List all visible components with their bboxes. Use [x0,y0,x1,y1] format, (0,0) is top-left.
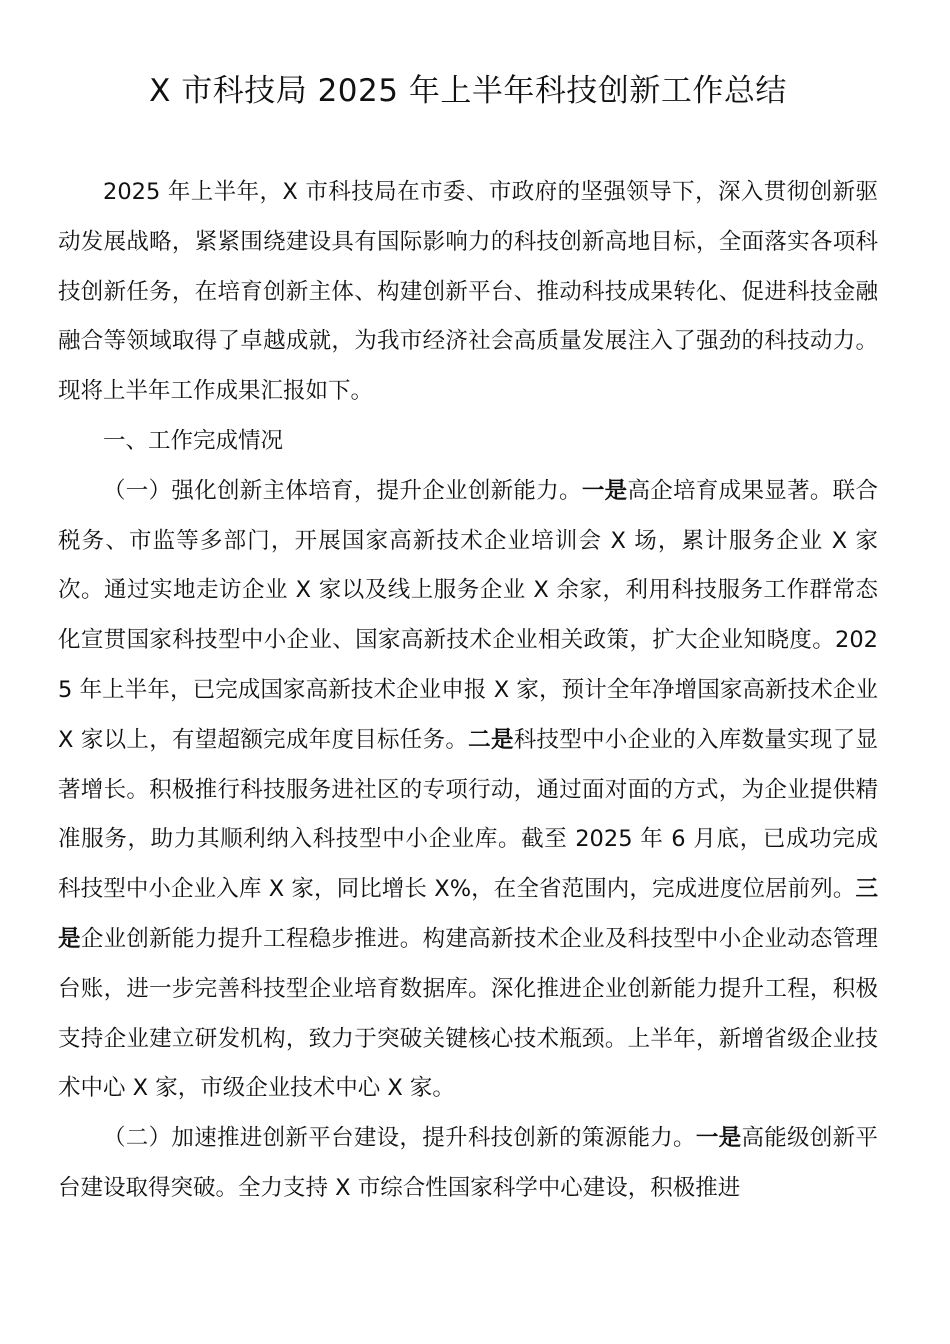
point-2-text: 科技型中小企业的入库数量实现了显著增长。积极推行科技服务进社区的专项行动，通过面对面的方式，为企业提供精准服务，助力其顺利纳入科技型中小企业库。截至 2025 年 6 月底，已成功完成科技型中小企业入库 X 家，同比增长 X%，在全省范围内，完成进度位居前列。 [58,726,878,903]
sub2-point-1-label: 一是 [695,1125,742,1152]
subsection-2-paragraph [58,1114,878,1214]
subsection-1-paragraph [58,467,878,1114]
section-heading-1: 一、工作完成情况 [103,427,284,454]
document-page [58,66,878,1214]
sub2-point-1-text: 高能级创新平台建设取得突破。全力支持 X 市综合性国家科学中心建设，积极推进 [58,1125,878,1201]
intro-paragraph: 2025 年上半年，X 市科技局在市委、市政府的坚强领导下，深入贯彻创新驱动发展战略，紧紧围绕建设具有国际影响力的科技创新高地目标，全面落实各项科技创新任务，在培育创新主体、构建创新平台、推动科技成果转化、促进科技金融融合等领域取得了卓越成就，为我市经济社会高质量发展注入了强劲的科技动力。现将上半年工作成果汇报如下。 [58,179,878,405]
point-2-label: 二是 [468,726,514,753]
point-1-text: 高企培育成果显著。联合税务、市监等多部门，开展国家高新技术企业培训会 X 场，累计服务企业 X 家次。通过实地走访企业 X 家以及线上服务企业 X 余家，利用科技服务工作群常态化宣贯国家科技型中小企业、国家高新技术企业相关政策，扩大企业知晓度。2025 年上半年，已完成国家高新技术企业申报 X 家，预计全年净增国家高新技术企业 X 家以上，有望超额完成年度目标任务。 [58,477,879,753]
subsection-1-heading: （一）强化创新主体培育，提升企业创新能力。 [103,477,582,504]
point-3-label: 三是 [58,876,878,952]
point-3-text: 企业创新能力提升工程稳步推进。构建高新技术企业及科技型中小企业动态管理台账，进一步完善科技型企业培育数据库。深化推进企业创新能力提升工程，积极支持企业建立研发机构，致力于突破关键核心技术瓶颈。上半年，新增省级企业技术中心 X 家，市级企业技术中心 X 家。 [58,925,878,1102]
subsection-2-heading: （二）加速推进创新平台建设，提升科技创新的策源能力。 [103,1125,696,1152]
point-1-label: 一是 [581,477,628,504]
document-title: X 市科技局 2025 年上半年科技创新工作总结 [149,73,787,109]
